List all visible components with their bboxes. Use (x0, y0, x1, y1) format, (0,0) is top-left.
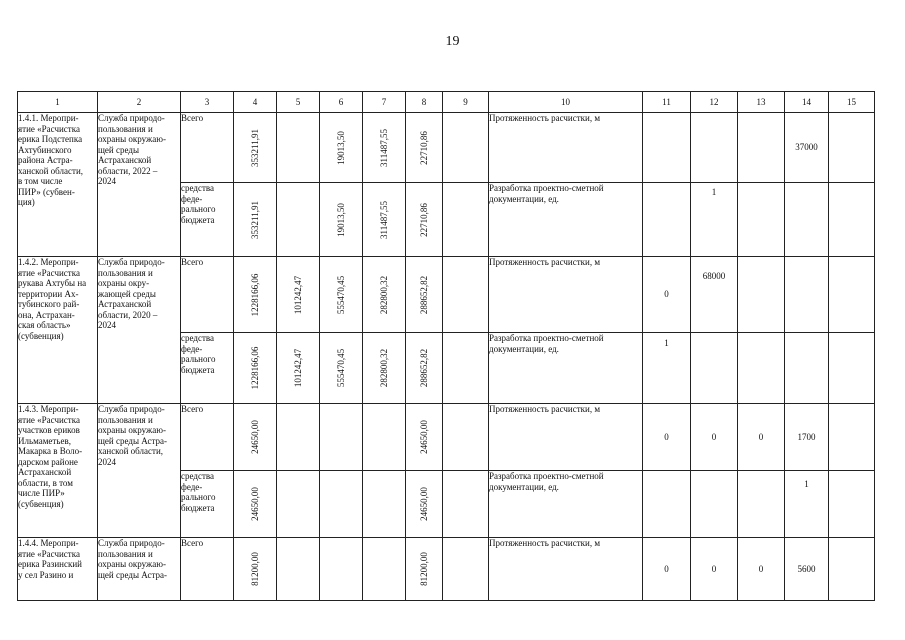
amount-value: 1228166,06 (249, 273, 260, 316)
source-cell: средства феде- рального бюджета (181, 471, 234, 538)
amount-2020-cell (277, 183, 320, 257)
indicator-value: 1 (643, 333, 691, 404)
amount-total-cell (234, 333, 277, 404)
indicator-value (738, 183, 785, 257)
amount-2023-cell (406, 333, 443, 404)
activity-cell: 1.4.3. Меропри- ятие «Расчистка участков ериков Ильмаметьев, Макарка в Воло- дарском районе Астраханской области, в том числе ПИР» (субвенция) (18, 404, 98, 538)
amount-value: 24650,00 (249, 487, 260, 521)
source-cell: Всего (181, 113, 234, 183)
amount-value: 81200,00 (418, 552, 429, 586)
indicator-cell: Протяженность расчистки, м (489, 113, 643, 183)
amount-value: 282800,32 (378, 348, 389, 388)
indicator-value (738, 333, 785, 404)
amount-2022-cell (363, 471, 406, 538)
indicator-value: 0 (643, 538, 691, 601)
amount-value: 1228166,06 (249, 346, 260, 390)
indicator-value: 37000 (785, 113, 829, 183)
amount-2023-cell (406, 471, 443, 538)
amount-total-cell (234, 538, 277, 601)
amount-total-cell (234, 113, 277, 183)
indicator-value (738, 471, 785, 538)
source-cell: Всего (181, 538, 234, 601)
col-header: 13 (738, 92, 785, 113)
indicator-value (691, 333, 738, 404)
source-cell: Всего (181, 257, 234, 333)
indicator-cell: Разработка проектно-сметной документации, ед. (489, 183, 643, 257)
program-table (17, 91, 875, 601)
amount-2021-cell (320, 538, 363, 601)
source-cell: средства феде- рального бюджета (181, 333, 234, 404)
indicator-value: 1 (691, 183, 738, 257)
col-header: 2 (98, 92, 181, 113)
amount-value: 288652,82 (418, 348, 429, 388)
amount-2023-cell (406, 113, 443, 183)
amount-2021-cell (320, 471, 363, 538)
indicator-value (785, 183, 829, 257)
amount-2024-cell (443, 538, 489, 601)
amount-2024-cell (443, 257, 489, 333)
indicator-value: 5600 (785, 538, 829, 601)
amount-2022-cell (363, 404, 406, 471)
indicator-value (829, 538, 875, 601)
indicator-cell: Разработка проектно-сметной документации, ед. (489, 333, 643, 404)
amount-value: 555470,45 (335, 348, 346, 388)
amount-value: 555470,45 (335, 275, 346, 314)
amount-total-cell (234, 404, 277, 471)
amount-value: 81200,00 (249, 552, 260, 586)
activity-cell: 1.4.1. Меропри- ятие «Расчистка ерика Подстепка Ахтубинского района Астра- ханской области, в том числе ПИР» (субвен- ция) (18, 113, 98, 257)
col-header: 10 (489, 92, 643, 113)
amount-value: 19013,50 (335, 130, 346, 165)
table-row (18, 404, 875, 471)
amount-2022-cell (363, 113, 406, 183)
amount-value: 24650,00 (418, 487, 429, 521)
indicator-value: 68000 (691, 257, 738, 333)
amount-value: 288652,82 (418, 275, 429, 314)
indicator-value: 1 (785, 471, 829, 538)
amount-2023-cell (406, 257, 443, 333)
source-cell: Всего (181, 404, 234, 471)
indicator-value: 0 (643, 404, 691, 471)
col-header: 14 (785, 92, 829, 113)
amount-2024-cell (443, 113, 489, 183)
table-row (18, 257, 875, 333)
amount-2022-cell (363, 183, 406, 257)
amount-2022-cell (363, 538, 406, 601)
table-row (18, 538, 875, 601)
col-header: 8 (406, 92, 443, 113)
amount-value: 24650,00 (418, 420, 429, 454)
amount-value: 353211,91 (249, 128, 260, 167)
indicator-value (643, 471, 691, 538)
amount-2021-cell (320, 257, 363, 333)
col-header: 12 (691, 92, 738, 113)
col-header: 3 (181, 92, 234, 113)
amount-2024-cell (443, 471, 489, 538)
amount-2020-cell (277, 257, 320, 333)
amount-total-cell (234, 471, 277, 538)
indicator-value (738, 113, 785, 183)
indicator-value (643, 183, 691, 257)
amount-2020-cell (277, 333, 320, 404)
amount-2020-cell (277, 471, 320, 538)
indicator-value (643, 113, 691, 183)
indicator-value (829, 333, 875, 404)
col-header: 15 (829, 92, 875, 113)
amount-value: 311487,55 (378, 200, 389, 239)
amount-2024-cell (443, 404, 489, 471)
col-header: 1 (18, 92, 98, 113)
amount-value: 19013,50 (335, 202, 346, 237)
indicator-value (829, 113, 875, 183)
amount-total-cell (234, 257, 277, 333)
header-row (18, 92, 875, 113)
indicator-value (738, 257, 785, 333)
amount-value: 282800,32 (378, 275, 389, 314)
indicator-cell: Протяженность расчистки, м (489, 257, 643, 333)
indicator-value (829, 471, 875, 538)
amount-2023-cell (406, 404, 443, 471)
executor-cell: Служба природо- пользования и охраны окружаю- щей среды Астра- ханской области, 2024 (98, 404, 181, 538)
indicator-value: 0 (738, 404, 785, 471)
activity-cell: 1.4.2. Меропри- ятие «Расчистка рукава Ахтубы на территории Ах- тубинского рай- она, Астрахан- ская область» (субвенция) (18, 257, 98, 404)
indicator-value (785, 257, 829, 333)
page-number: 19 (445, 34, 460, 49)
col-header: 9 (443, 92, 489, 113)
col-header: 6 (320, 92, 363, 113)
executor-cell: Служба природо- пользования и охраны окружаю- щей среды Астра- (98, 538, 181, 601)
table-row (18, 113, 875, 183)
amount-total-cell (234, 183, 277, 257)
amount-value: 101242,47 (292, 275, 303, 314)
amount-2024-cell (443, 183, 489, 257)
indicator-value: 0 (738, 538, 785, 601)
source-cell: средства феде- рального бюджета (181, 183, 234, 257)
amount-2023-cell (406, 183, 443, 257)
amount-value: 311487,55 (378, 128, 389, 167)
col-header: 11 (643, 92, 691, 113)
indicator-value (829, 404, 875, 471)
indicator-value (829, 257, 875, 333)
amount-2022-cell (363, 257, 406, 333)
amount-value: 353211,91 (249, 200, 260, 239)
executor-cell: Служба природо- пользования и охраны окру- жающей среды Астраханской области, 2020 – 2024 (98, 257, 181, 404)
amount-2022-cell (363, 333, 406, 404)
col-header: 5 (277, 92, 320, 113)
amount-value: 24650,00 (249, 420, 260, 454)
indicator-cell: Протяженность расчистки, м (489, 404, 643, 471)
amount-2023-cell (406, 538, 443, 601)
indicator-cell: Протяженность расчистки, м (489, 538, 643, 601)
amount-2021-cell (320, 333, 363, 404)
indicator-value: 0 (691, 404, 738, 471)
amount-2021-cell (320, 113, 363, 183)
amount-2020-cell (277, 538, 320, 601)
amount-2024-cell (443, 333, 489, 404)
indicator-value (691, 113, 738, 183)
amount-2020-cell (277, 404, 320, 471)
indicator-value: 0 (643, 257, 691, 333)
executor-cell: Служба природо- пользования и охраны окружаю- щей среды Астраханской области, 2022 – 2024 (98, 113, 181, 257)
indicator-cell: Разработка проектно-сметной документации, ед. (489, 471, 643, 538)
activity-cell: 1.4.4. Меропри- ятие «Расчистка ерика Разинский у сел Разино и (18, 538, 98, 601)
amount-value: 101242,47 (292, 348, 303, 388)
col-header: 4 (234, 92, 277, 113)
indicator-value: 1700 (785, 404, 829, 471)
amount-2021-cell (320, 183, 363, 257)
indicator-value (829, 183, 875, 257)
amount-value: 22710,86 (418, 202, 429, 237)
col-header: 7 (363, 92, 406, 113)
indicator-value: 0 (691, 538, 738, 601)
amount-2021-cell (320, 404, 363, 471)
amount-2020-cell (277, 113, 320, 183)
amount-value: 22710,86 (418, 130, 429, 165)
indicator-value (785, 333, 829, 404)
indicator-value (691, 471, 738, 538)
